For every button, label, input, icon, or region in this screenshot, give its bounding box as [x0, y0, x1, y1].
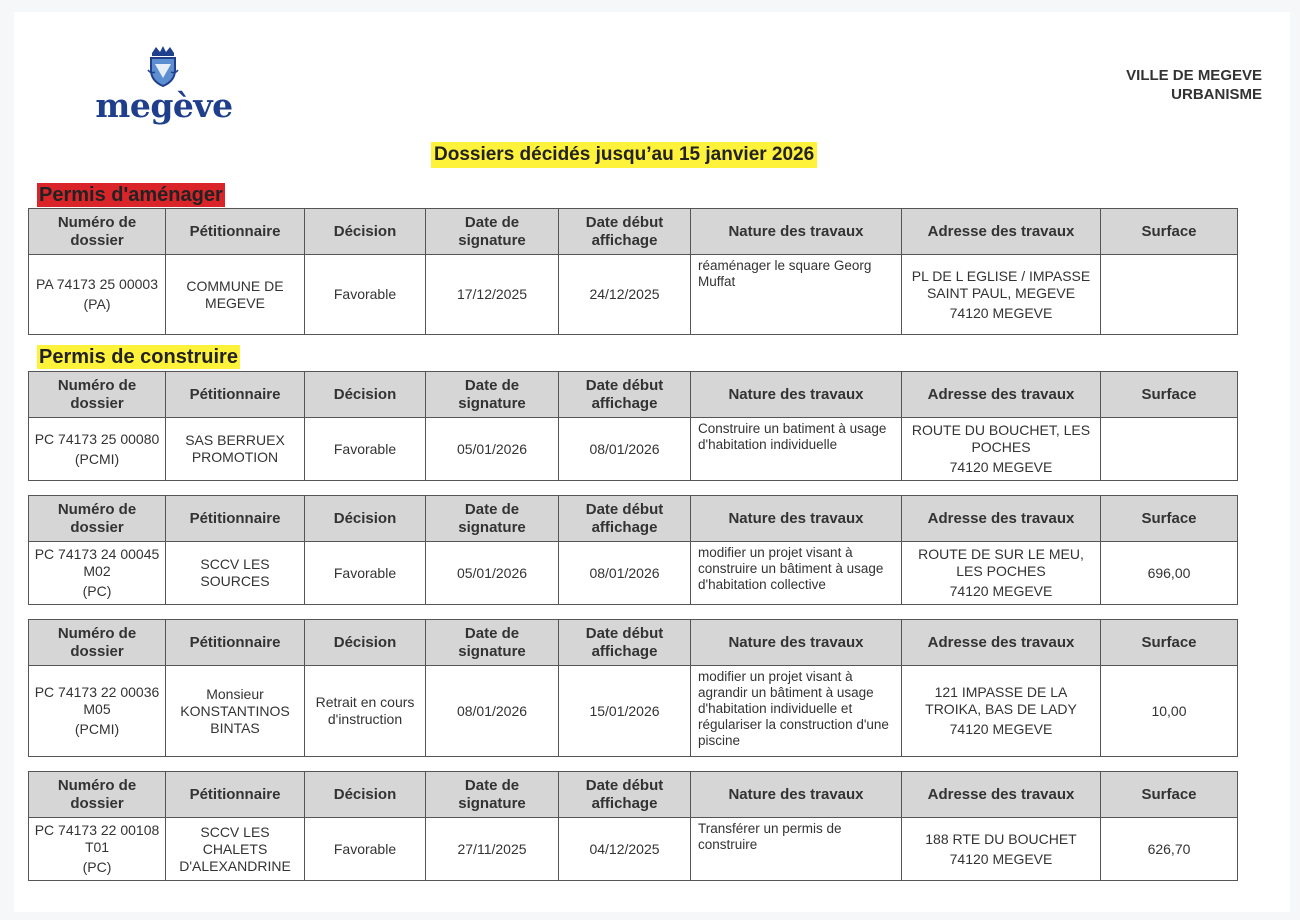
dossier-number: PC 74173 25 00080	[34, 430, 160, 447]
address-city: 74120 MEGEVE	[949, 459, 1053, 475]
megeve-logo	[78, 44, 250, 124]
col-header-petitionnaire: Pétitionnaire	[166, 372, 305, 418]
cell-surface	[1101, 418, 1238, 481]
col-header-petitionnaire: Pétitionnaire	[166, 772, 305, 818]
col-header-adresse: Adresse des travaux	[902, 372, 1101, 418]
table-header-row	[29, 620, 1238, 666]
col-header-petitionnaire: Pétitionnaire	[166, 620, 305, 666]
cell-nature: modifier un projet visant à agrandir un bâtiment à usage d'habitation individuelle et régulariser la construction d'une piscine	[691, 666, 902, 757]
col-header-decision: Décision	[305, 209, 426, 255]
cell-date-affichage: 15/01/2026	[559, 666, 691, 757]
col-header-numero: Numéro de dossier	[29, 620, 166, 666]
logo-wordmark: megève	[95, 86, 233, 125]
dossier-type: (PCMI)	[74, 721, 120, 737]
cell-date-signature: 08/01/2026	[426, 666, 559, 757]
dossier-table	[28, 208, 1238, 335]
col-header-adresse: Adresse des travaux	[902, 496, 1101, 542]
cell-surface	[1101, 255, 1238, 335]
org-name: VILLE DE MEGEVE	[1126, 67, 1262, 84]
cell-decision: Favorable	[305, 818, 426, 881]
org-department: URBANISME	[1171, 86, 1262, 103]
col-header-nature: Nature des travaux	[691, 496, 902, 542]
col-header-adresse: Adresse des travaux	[902, 209, 1101, 255]
col-header-date-affichage: Date début affichage	[559, 209, 691, 255]
dossier-table	[28, 371, 1238, 481]
cell-numero	[29, 542, 166, 605]
cell-petitionnaire: Monsieur KONSTANTINOS BINTAS	[166, 666, 305, 757]
cell-numero	[29, 666, 166, 757]
table-row	[29, 666, 1238, 757]
col-header-date-affichage: Date début affichage	[559, 620, 691, 666]
cell-date-affichage: 04/12/2025	[559, 818, 691, 881]
col-header-petitionnaire: Pétitionnaire	[166, 209, 305, 255]
dossier-table	[28, 619, 1238, 757]
table-row	[29, 418, 1238, 481]
dossier-table	[28, 771, 1238, 881]
col-header-date-signature: Date de signature	[426, 209, 559, 255]
col-header-nature: Nature des travaux	[691, 620, 902, 666]
address-street: PL DE L EGLISE / IMPASSE SAINT PAUL, MEGEVE	[911, 267, 1091, 301]
col-header-date-signature: Date de signature	[426, 620, 559, 666]
cell-numero	[29, 255, 166, 335]
organization-block	[1126, 66, 1262, 104]
col-header-date-affichage: Date début affichage	[559, 372, 691, 418]
table-row	[29, 542, 1238, 605]
col-header-date-signature: Date de signature	[426, 372, 559, 418]
cell-numero	[29, 418, 166, 481]
table-header-row	[29, 772, 1238, 818]
table-header-row	[29, 496, 1238, 542]
col-header-nature: Nature des travaux	[691, 772, 902, 818]
table-row	[29, 255, 1238, 335]
cell-decision: Favorable	[305, 255, 426, 335]
cell-adresse	[902, 418, 1101, 481]
cell-nature: réaménager le square Georg Muffat	[691, 255, 902, 335]
address-city: 74120 MEGEVE	[949, 850, 1053, 867]
table-header-row	[29, 372, 1238, 418]
address-street: ROUTE DU BOUCHET, LES POCHES	[911, 422, 1091, 455]
table-row	[29, 818, 1238, 881]
cell-petitionnaire: SCCV LES CHALETS D'ALEXANDRINE	[166, 818, 305, 881]
col-header-numero: Numéro de dossier	[29, 372, 166, 418]
col-header-surface: Surface	[1101, 772, 1238, 818]
cell-date-signature: 27/11/2025	[426, 818, 559, 881]
col-header-surface: Surface	[1101, 372, 1238, 418]
col-header-adresse: Adresse des travaux	[902, 772, 1101, 818]
col-header-decision: Décision	[305, 372, 426, 418]
dossier-type: (PC)	[82, 583, 112, 599]
document-title: Dossiers décidés jusqu’au 15 janvier 2026	[431, 142, 817, 168]
dossier-number: PC 74173 24 00045 M02	[34, 546, 160, 579]
cell-surface: 696,00	[1101, 542, 1238, 605]
col-header-decision: Décision	[305, 496, 426, 542]
table-header-row	[29, 209, 1238, 255]
cell-petitionnaire: COMMUNE DE MEGEVE	[166, 255, 305, 335]
cell-nature: Transférer un permis de construire	[691, 818, 902, 881]
cell-surface: 10,00	[1101, 666, 1238, 757]
cell-date-affichage: 08/01/2026	[559, 542, 691, 605]
dossier-number: PA 74173 25 00003	[36, 276, 158, 292]
col-header-surface: Surface	[1101, 209, 1238, 255]
address-street: 188 RTE DU BOUCHET	[925, 830, 1077, 847]
cell-surface: 626,70	[1101, 818, 1238, 881]
col-header-date-signature: Date de signature	[426, 496, 559, 542]
cell-adresse	[902, 818, 1101, 881]
col-header-nature: Nature des travaux	[691, 372, 902, 418]
address-city: 74120 MEGEVE	[949, 721, 1053, 737]
col-header-petitionnaire: Pétitionnaire	[166, 496, 305, 542]
cell-nature: modifier un projet visant à construire un bâtiment à usage d'habitation collective	[691, 542, 902, 605]
address-street: ROUTE DE SUR LE MEU, LES POCHES	[918, 546, 1084, 579]
dossier-type: (PC)	[82, 859, 112, 875]
crest-icon	[146, 44, 180, 88]
dossier-number: PC 74173 22 00036 M05	[34, 684, 160, 717]
address-city: 74120 MEGEVE	[949, 304, 1053, 321]
cell-date-affichage: 24/12/2025	[559, 255, 691, 335]
col-header-surface: Surface	[1101, 496, 1238, 542]
cell-decision: Favorable	[305, 418, 426, 481]
address-city: 74120 MEGEVE	[949, 583, 1053, 599]
cell-adresse	[902, 666, 1101, 757]
col-header-surface: Surface	[1101, 620, 1238, 666]
dossier-number: PC 74173 22 00108 T01	[34, 822, 160, 855]
col-header-numero: Numéro de dossier	[29, 496, 166, 542]
address-street: 121 IMPASSE DE LA TROIKA, BAS DE LADY	[925, 684, 1077, 717]
cell-date-signature: 17/12/2025	[426, 255, 559, 335]
cell-nature: Construire un batiment à usage d'habitation individuelle	[691, 418, 902, 481]
col-header-date-affichage: Date début affichage	[559, 772, 691, 818]
cell-petitionnaire: SCCV LES SOURCES	[166, 542, 305, 605]
col-header-date-signature: Date de signature	[426, 772, 559, 818]
dossier-type: (PCMI)	[74, 450, 120, 467]
cell-date-signature: 05/01/2026	[426, 542, 559, 605]
cell-date-affichage: 08/01/2026	[559, 418, 691, 481]
col-header-numero: Numéro de dossier	[29, 209, 166, 255]
dossier-type: (PA)	[83, 296, 111, 312]
col-header-numero: Numéro de dossier	[29, 772, 166, 818]
col-header-adresse: Adresse des travaux	[902, 620, 1101, 666]
dossier-table	[28, 495, 1238, 605]
cell-decision: Retrait en cours d'instruction	[305, 666, 426, 757]
section-title-permis-construire: Permis de construire	[39, 346, 238, 368]
section-title-permis-amenager: Permis d'aménager	[39, 184, 223, 206]
cell-decision: Favorable	[305, 542, 426, 605]
cell-petitionnaire: SAS BERRUEX PROMOTION	[166, 418, 305, 481]
col-header-decision: Décision	[305, 772, 426, 818]
cell-adresse	[902, 255, 1101, 335]
cell-numero	[29, 818, 166, 881]
col-header-date-affichage: Date début affichage	[559, 496, 691, 542]
cell-date-signature: 05/01/2026	[426, 418, 559, 481]
col-header-decision: Décision	[305, 620, 426, 666]
cell-adresse	[902, 542, 1101, 605]
col-header-nature: Nature des travaux	[691, 209, 902, 255]
